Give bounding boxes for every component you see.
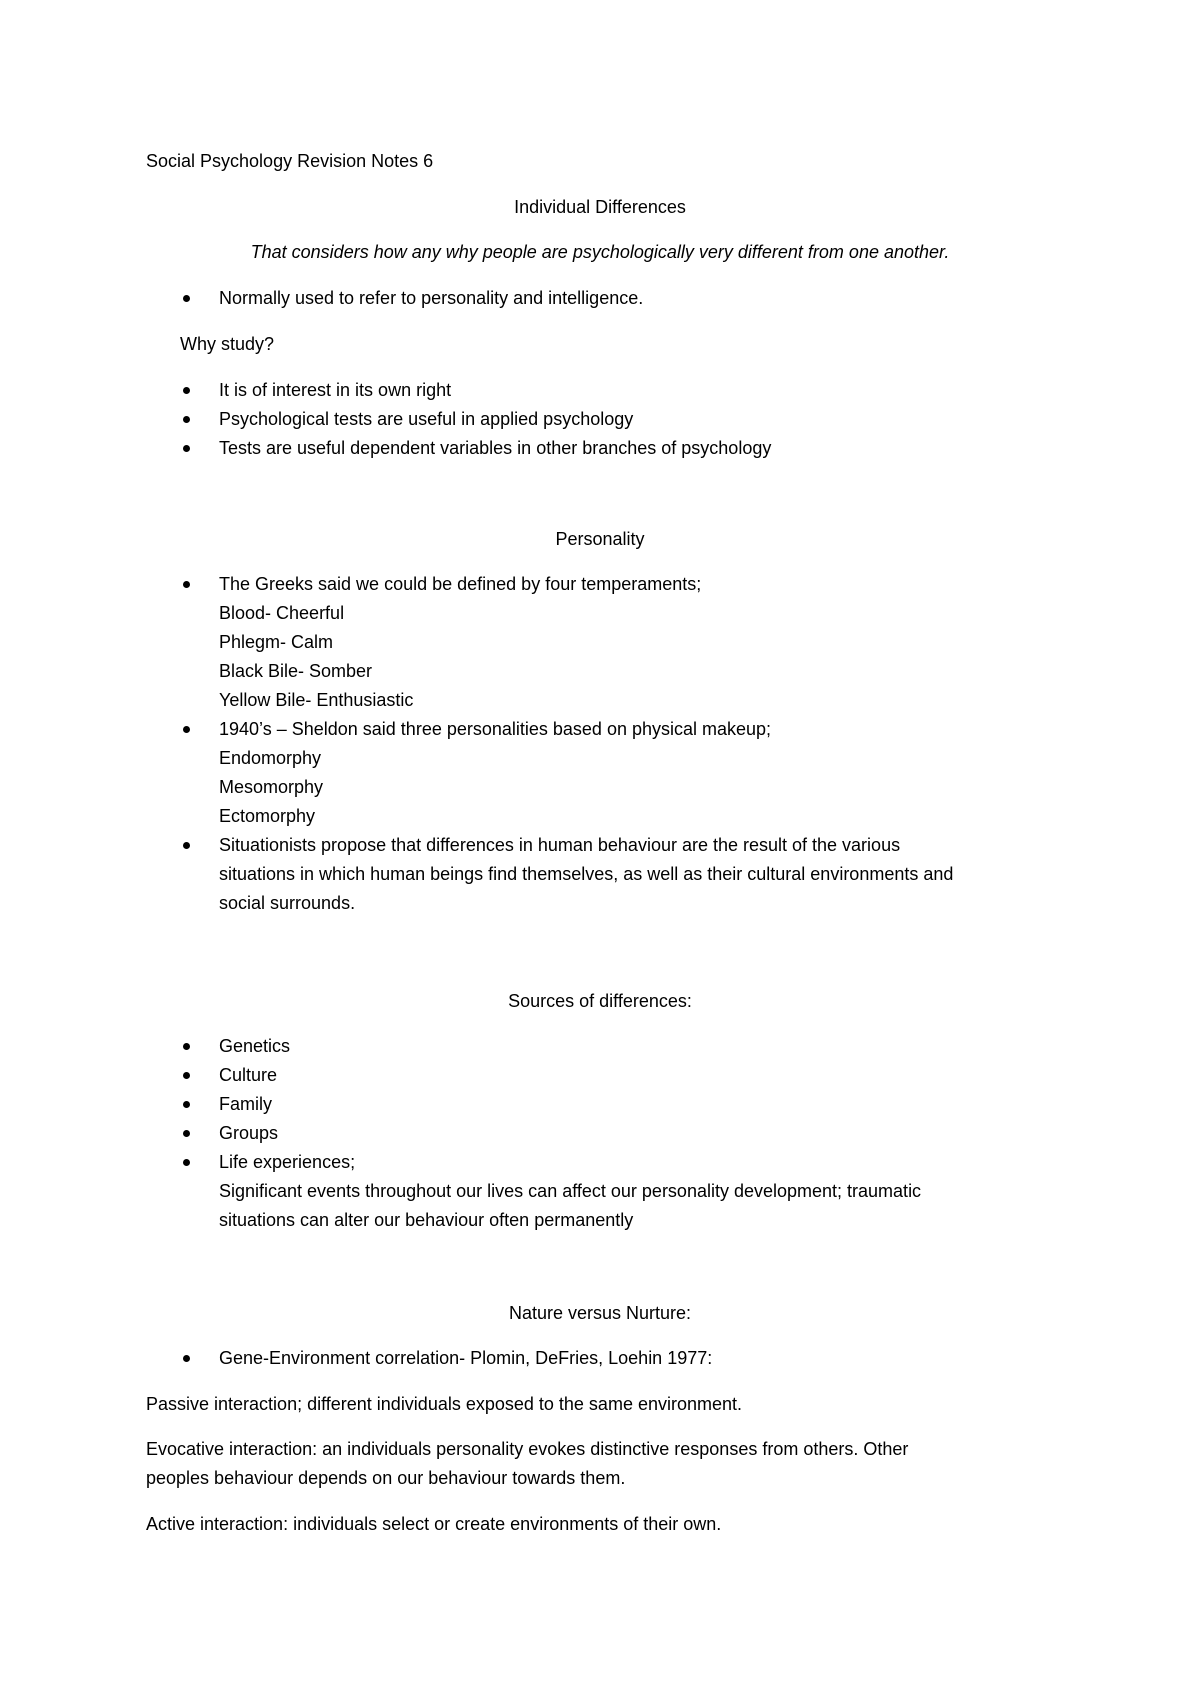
list-item: Gene-Environment correlation- Plomin, DeFries, Loehin 1977: [0, 1344, 712, 1373]
list-item: 1940’s – Sheldon said three personalities based on physical makeup; Endomorphy Mesomorphy Ectomorphy [0, 715, 953, 831]
personality-bullet-list [0, 570, 953, 918]
temperament-line: Blood- Cheerful [219, 603, 345, 623]
nature-bullet-list [0, 1344, 712, 1373]
list-item: Tests are useful dependent variables in other branches of psychology [0, 434, 771, 463]
list-item: Groups [0, 1119, 921, 1148]
list-item: Family [0, 1090, 921, 1119]
section-heading-individual-differences: Individual Differences [514, 197, 686, 217]
list-item: It is of interest in its own right [0, 376, 771, 405]
bullet-icon [183, 1130, 190, 1137]
bullet-icon [183, 581, 190, 588]
temperament-line: Yellow Bile- Enthusiastic [219, 690, 414, 710]
list-item: Culture [0, 1061, 921, 1090]
bullet-icon [183, 387, 190, 394]
intro-bullet-list [0, 284, 643, 313]
list-item: Psychological tests are useful in applied psychology [0, 405, 771, 434]
definition-text: That considers how any why people are psychologically very different from one another. [250, 242, 950, 262]
evocative-interaction-line-1: Evocative interaction: an individuals personality evokes distinctive responses from others. Other [146, 1439, 909, 1459]
bullet-icon [183, 1355, 190, 1362]
body-type-line: Ectomorphy [219, 806, 316, 826]
section-heading-nature-nurture: Nature versus Nurture: [508, 1303, 692, 1323]
body-type-line: Mesomorphy [219, 777, 324, 797]
section-heading-personality: Personality [555, 529, 645, 549]
bullet-icon [183, 445, 190, 452]
bullet-icon [183, 1072, 190, 1079]
bullet-icon [183, 1043, 190, 1050]
bullet-icon [183, 1101, 190, 1108]
bullet-icon [183, 1159, 190, 1166]
list-item: The Greeks said we could be defined by four temperaments; Blood- Cheerful Phlegm- Calm Black Bile- Somber Yellow Bile- Enthusiastic [0, 570, 953, 715]
evocative-interaction-line-2: peoples behaviour depends on our behaviour towards them. [146, 1468, 626, 1488]
list-item: Normally used to refer to personality and intelligence. [0, 284, 643, 313]
bullet-icon [183, 416, 190, 423]
temperament-line: Black Bile- Somber [219, 661, 373, 681]
list-item: Life experiences; Significant events throughout our lives can affect our personality development; traumatic situations can alter our behaviour often permanently [0, 1148, 921, 1235]
why-study-label: Why study? [180, 334, 275, 354]
section-heading-sources: Sources of differences: [508, 991, 692, 1011]
bullet-icon [183, 726, 190, 733]
temperament-line: Phlegm- Calm [219, 632, 334, 652]
passive-interaction-text: Passive interaction; different individuals exposed to the same environment. [146, 1394, 743, 1414]
sources-bullet-list [0, 1032, 921, 1235]
list-item: Situationists propose that differences in human behaviour are the result of the various situations in which human beings find themselves, as well as their cultural environments and social surrounds. [0, 831, 953, 918]
body-type-line: Endomorphy [219, 748, 322, 768]
bullet-icon [183, 295, 190, 302]
document-title: Social Psychology Revision Notes 6 [146, 151, 434, 171]
bullet-icon [183, 842, 190, 849]
list-item: Genetics [0, 1032, 921, 1061]
why-study-bullet-list [0, 376, 771, 463]
active-interaction-text: Active interaction: individuals select or create environments of their own. [146, 1514, 722, 1534]
